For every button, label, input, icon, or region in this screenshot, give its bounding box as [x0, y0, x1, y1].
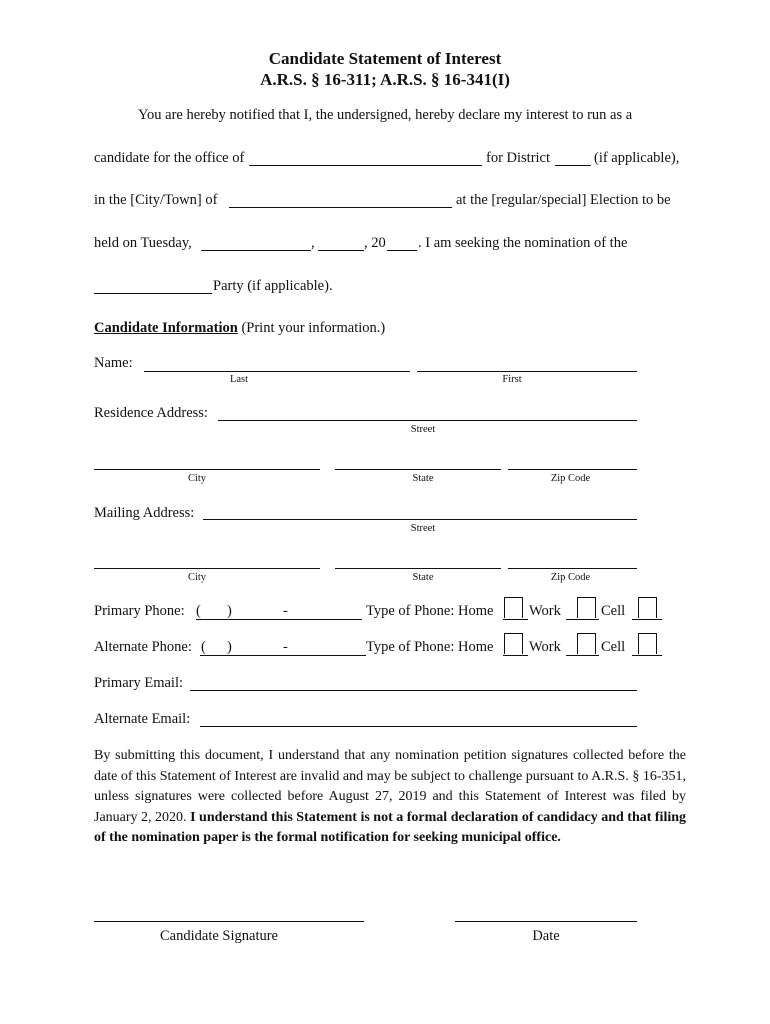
- mailing-state-field[interactable]: [335, 568, 501, 569]
- party-field[interactable]: [94, 293, 212, 294]
- district-field[interactable]: [555, 165, 591, 166]
- candidate-info-instruction: (Print your information.): [241, 320, 386, 336]
- candidate-signature-label: Candidate Signature: [160, 928, 278, 944]
- primary-cell-underline: [632, 619, 662, 620]
- alternate-phone-dash: -: [283, 639, 288, 655]
- residence-label: Residence Address:: [94, 405, 208, 421]
- alternate-work-underline: [566, 655, 599, 656]
- primary-home-underline: [503, 619, 528, 620]
- mailing-city-caption: City: [187, 572, 207, 583]
- alternate-cell-checkbox[interactable]: [638, 633, 657, 654]
- last-name-field[interactable]: [144, 371, 410, 372]
- alternate-email-field[interactable]: [200, 726, 637, 727]
- office-field[interactable]: [249, 165, 482, 166]
- primary-phone-label: Primary Phone:: [94, 603, 185, 619]
- office-label: candidate for the office of: [94, 150, 245, 166]
- alternate-home-checkbox[interactable]: [504, 633, 523, 654]
- election-day-field[interactable]: [318, 250, 364, 251]
- alternate-email-label: Alternate Email:: [94, 711, 191, 727]
- candidate-info-heading: Candidate Information: [94, 320, 238, 336]
- name-label: Name:: [94, 355, 133, 371]
- comma-1: ,: [311, 235, 315, 251]
- alternate-phone-label: Alternate Phone:: [94, 639, 192, 655]
- party-label: Party (if applicable).: [213, 278, 333, 294]
- primary-work-label: Work: [529, 603, 561, 619]
- primary-phone-type-label: Type of Phone: Home: [366, 603, 494, 619]
- date-field[interactable]: [455, 921, 637, 922]
- primary-cell-label: Cell: [601, 603, 626, 619]
- primary-email-label: Primary Email:: [94, 675, 183, 691]
- residence-street-field[interactable]: [218, 420, 637, 421]
- residence-state-caption: State: [412, 473, 434, 484]
- alternate-phone-field[interactable]: [200, 655, 366, 656]
- first-caption: First: [502, 374, 522, 385]
- alternate-work-checkbox[interactable]: [577, 633, 596, 654]
- alternate-cell-underline: [632, 655, 662, 656]
- district-label: for District: [486, 150, 551, 166]
- alternate-home-underline: [503, 655, 528, 656]
- first-name-field[interactable]: [417, 371, 637, 372]
- disclaimer-paragraph: [94, 746, 686, 849]
- mailing-city-field[interactable]: [94, 568, 320, 569]
- primary-phone-close-paren: ): [227, 603, 232, 619]
- mailing-state-caption: State: [412, 572, 434, 583]
- district-applicable-label: (if applicable),: [594, 150, 680, 166]
- primary-phone-dash: -: [283, 603, 288, 619]
- candidate-signature-field[interactable]: [94, 921, 364, 922]
- disclaimer-bold-text: I understand this Statement is not a formal declaration of candidacy and that filing of the nomination paper is the formal notification for seeking municipal office.: [94, 809, 687, 845]
- year-prefix: , 20: [364, 235, 386, 251]
- primary-work-underline: [566, 619, 599, 620]
- mailing-street-field[interactable]: [203, 519, 637, 520]
- city-town-field[interactable]: [229, 207, 452, 208]
- alternate-phone-close-paren: ): [227, 639, 232, 655]
- notice-line-1: You are hereby notified that I, the undersigned, hereby declare my interest to run as a: [138, 107, 633, 123]
- mailing-label: Mailing Address:: [94, 505, 195, 521]
- residence-city-field[interactable]: [94, 469, 320, 470]
- residence-state-field[interactable]: [335, 469, 501, 470]
- residence-zip-caption: Zip Code: [550, 473, 591, 484]
- mailing-zip-caption: Zip Code: [550, 572, 591, 583]
- election-year-field[interactable]: [387, 250, 417, 251]
- candidate-info-heading-row: [94, 320, 385, 337]
- alternate-phone-type-label: Type of Phone: Home: [366, 639, 494, 655]
- primary-cell-checkbox[interactable]: [638, 597, 657, 618]
- nomination-label: . I am seeking the nomination of the: [418, 235, 628, 251]
- date-label: Date: [532, 928, 560, 944]
- disclaimer-text: By submitting this document, I understand that any nomination petition signatures collected before the date of this Statement of Interest are invalid and may be subject to challenge pursuant to A.R.S. § 16-351, unless signatures were collected before August 27, 2019 and this Statement of Interest was filed by January 2, 2020.: [94, 748, 686, 825]
- alternate-work-label: Work: [529, 639, 561, 655]
- primary-phone-field[interactable]: [196, 619, 362, 620]
- primary-phone-open-paren: (: [196, 603, 201, 619]
- primary-home-checkbox[interactable]: [504, 597, 523, 618]
- alternate-phone-open-paren: (: [201, 639, 206, 655]
- mailing-street-caption: Street: [410, 523, 436, 534]
- residence-zip-field[interactable]: [508, 469, 637, 470]
- election-date-label: held on Tuesday,: [94, 235, 192, 251]
- residence-street-caption: Street: [410, 424, 436, 435]
- form-statute: A.R.S. § 16-311; A.R.S. § 16-341(I): [260, 70, 510, 89]
- last-caption: Last: [229, 374, 249, 385]
- residence-city-caption: City: [187, 473, 207, 484]
- primary-email-field[interactable]: [190, 690, 637, 691]
- form-title: Candidate Statement of Interest: [268, 49, 502, 68]
- primary-work-checkbox[interactable]: [577, 597, 596, 618]
- mailing-zip-field[interactable]: [508, 568, 637, 569]
- election-type-label: at the [regular/special] Election to be: [456, 192, 671, 208]
- city-town-label: in the [City/Town] of: [94, 192, 218, 208]
- alternate-cell-label: Cell: [601, 639, 626, 655]
- election-month-field[interactable]: [201, 250, 311, 251]
